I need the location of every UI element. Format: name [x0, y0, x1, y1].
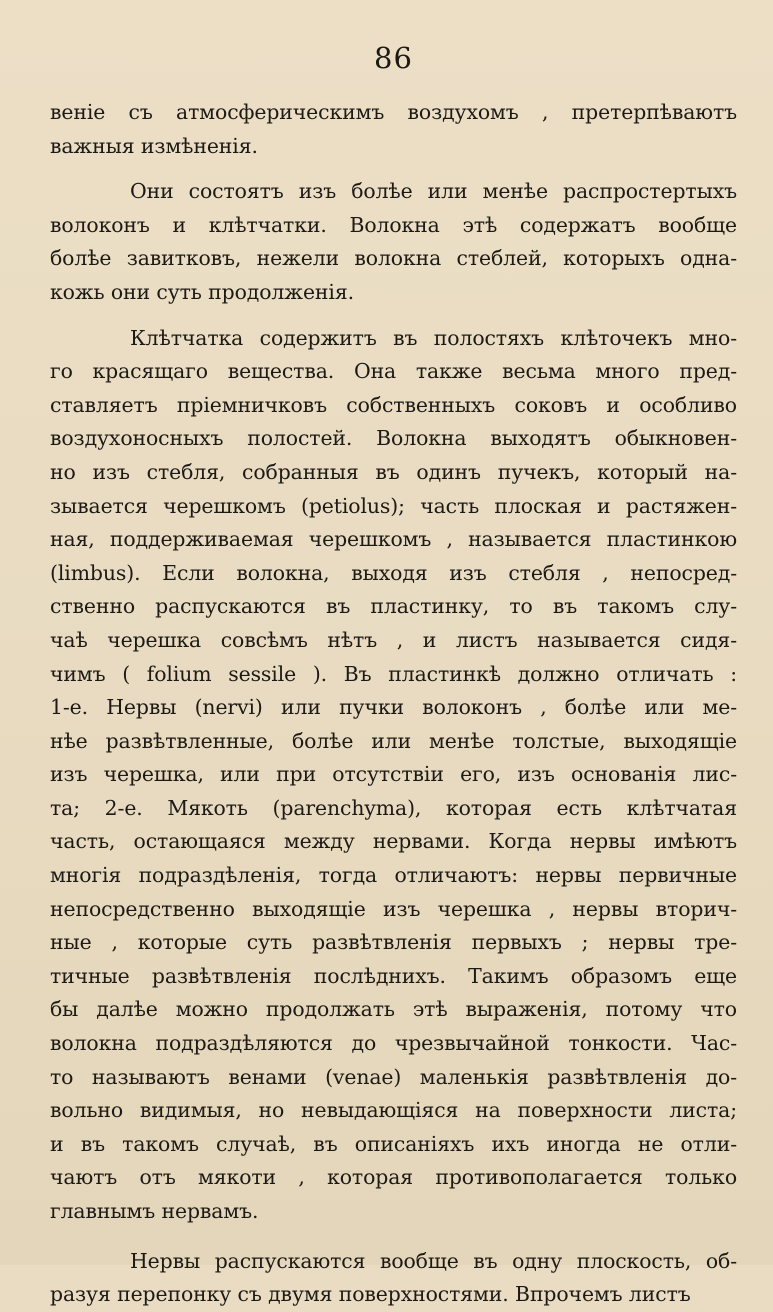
- paragraph: [50, 175, 737, 309]
- paragraph: [50, 1245, 737, 1312]
- text-line: чаѣ черешка совсѣмъ нѣтъ , и листъ называется сидя-: [50, 627, 737, 652]
- text-line: венiе съ атмосферическимъ воздухомъ , претерпѣваютъ: [50, 100, 737, 124]
- text-line: кожь они суть продолженiя.: [50, 279, 354, 304]
- text-line: но изъ стебля, собранныя въ одинъ пучекъ, который на-: [50, 459, 737, 484]
- text-line: тичные развѣтвленiя послѣднихъ. Такимъ образомъ еще: [50, 963, 737, 988]
- text-line: Они состоятъ изъ болѣе или менѣе распростертыхъ: [130, 179, 737, 204]
- paragraph-gap: [50, 310, 737, 322]
- text-line: нѣе развѣтвленные, болѣе или менѣе толстые, выходящiе: [50, 728, 737, 753]
- text-line: важныя измѣненiя.: [50, 133, 258, 158]
- text-line: разуя перепонку съ двумя поверхностями. Впрочемъ листъ: [50, 1282, 691, 1307]
- text-line: 1-е. Нервы (nervi) или пучки волоконъ , болѣе или ме-: [50, 695, 737, 720]
- text-line: многiя подраздѣленiя, тогда отличаютъ: нервы первичные: [50, 863, 737, 888]
- text-line: часть, остающаяся между нервами. Когда нервы имѣютъ: [50, 829, 737, 854]
- paragraph: [50, 96, 737, 163]
- text-line: (limbus). Если волокна, выходя изъ стебля , непосред-: [50, 560, 737, 585]
- paragraph-gap: [50, 163, 737, 175]
- text-line: та; 2-е. Мякоть (parenchyma), которая есть клѣтчатая: [50, 795, 737, 820]
- text-line: ная, поддерживаемая черешкомъ , называется пластинкою: [50, 527, 737, 552]
- text-line: чаютъ отъ мякоти , которая противополагается только: [50, 1165, 737, 1190]
- page-number: 86: [374, 41, 413, 75]
- text-line: воздухоносныхъ полостей. Волокна выходятъ обыкновен-: [50, 426, 737, 451]
- text-line: Нервы распускаются вообще въ одну плоскость, об-: [130, 1248, 737, 1273]
- text-line: волоконъ и клѣтчатки. Волокна этѣ содержатъ вообще: [50, 212, 737, 237]
- text-line: болѣе завитковъ, нежели волокна стеблей, которыхъ одна-: [50, 246, 737, 271]
- text-line: ные , которые суть развѣтвленiя первыхъ ; нервы тре-: [50, 930, 737, 955]
- text-line: чимъ ( folium sessile ). Въ пластинкѣ должно отличать :: [50, 661, 737, 686]
- text-line: го красящаго вещества. Она также весьма много пред-: [50, 359, 737, 384]
- paragraph: [50, 322, 737, 1229]
- text-line: то называютъ венами (venae) маленькiя развѣтвленiя до-: [50, 1064, 737, 1089]
- text-line: главнымъ нервамъ.: [50, 1199, 259, 1223]
- paragraph-gap: [50, 1229, 737, 1245]
- text-body: [50, 96, 737, 1312]
- text-line: и въ такомъ случаѣ, въ описанiяхъ ихъ иногда не отли-: [50, 1131, 737, 1156]
- text-line: бы далѣе можно продолжать этѣ выраженiя, потому что: [50, 997, 737, 1022]
- text-line: ставляетъ прiемничковъ собственныхъ соковъ и особливо: [50, 392, 737, 417]
- text-line: зывается черешкомъ (petiolus); часть плоская и растяжен-: [50, 493, 737, 518]
- text-line: волокна подраздѣляются до чрезвычайной тонкости. Час-: [50, 1031, 737, 1056]
- text-line: Клѣтчатка содержитъ въ полостяхъ клѣточекъ мно-: [130, 325, 737, 350]
- text-line: изъ черешка, или при отсутствiи его, изъ основанiя лис-: [50, 762, 737, 787]
- text-line: вольно видимыя, но невыдающiяся на поверхности листа;: [50, 1098, 737, 1123]
- text-line: ственно распускаются въ пластинку, то въ такомъ слу-: [50, 594, 737, 619]
- text-line: непосредственно выходящiе изъ черешка , нервы вторич-: [50, 896, 737, 921]
